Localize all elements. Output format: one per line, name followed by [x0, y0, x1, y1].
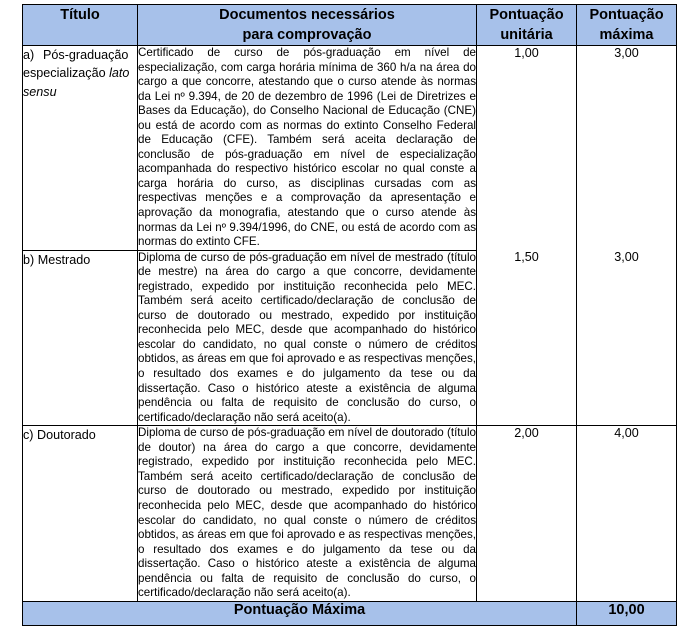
row-c-documentos — [138, 426, 477, 602]
table-total-row — [23, 601, 677, 625]
row-a-pontuacao-unitaria: 1,00 — [477, 46, 577, 251]
row-a-item-letter: a) — [23, 48, 35, 62]
table-row — [23, 46, 677, 251]
total-value: 10,00 — [577, 601, 677, 625]
table-row — [23, 426, 677, 602]
row-a-pontuacao-maxima: 3,00 — [577, 46, 677, 251]
column-header-titulo-line1: Título — [60, 7, 100, 23]
row-a-titulo-text: Pós-graduação especialização — [23, 48, 129, 81]
row-a-titulo-italic: lato sensu — [23, 66, 130, 99]
row-c-titulo-text: Doutorado — [37, 428, 96, 443]
table-header-row — [23, 5, 677, 46]
row-c-documentos-text: Diploma de curso de pós-graduação em nível de doutorado (título de doutor) na área do cargo a que concorre, devidamente registrado, expedido por instituição reconhecida pelo MEC. Também será aceito certificado/declaração de conclusão de curso de doutorado ou mestrado, expedido por instituição reconhecida pelo MEC, desde que acompanhado do histórico escolar do candidato, no qual conste o número de créditos obtidos, as áreas em que foi aprovado e as respectivas menções, o resultado dos exames e do julgamento da tese ou da dissertação. Caso o histórico ateste a existência de alguma pendência ou falta de requisito de conclusão do curso, o certificado/declaração não será aceito(a). — [138, 426, 476, 600]
row-b-titulo — [23, 250, 138, 426]
column-header-pontuacao-maxima-line1: Pontuação — [589, 7, 664, 23]
column-header-pontuacao-maxima — [577, 5, 677, 46]
column-header-pontuacao-unitaria-line2: unitária — [500, 27, 553, 43]
total-label: Pontuação Máxima — [23, 601, 577, 625]
row-a-documentos — [138, 46, 477, 251]
row-b-titulo-text: Mestrado — [37, 252, 91, 267]
row-b-documentos-text: Diploma de curso de pós-graduação em nível de mestrado (título de mestre) na área do cargo a que concorre, devidamente registrado, expedido por instituição reconhecida pelo MEC. Também será aceito certificado/declaração de conclusão de curso de doutorado ou mestrado, expedido por instituição reconhecida pelo MEC, desde que acompanhado do histórico escolar do candidato, no qual conste o número de créditos obtidos, as áreas em que foi aprovado e as respectivas menções, o resultado dos exames e do julgamento da tese ou da dissertação. Caso o histórico ateste a existência de alguma pendência ou falta de requisito de conclusão do curso, o certificado/declaração não será aceito(a). — [138, 250, 476, 424]
column-header-pontuacao-unitaria — [477, 5, 577, 46]
column-header-documentos-line1: Documentos necessários — [219, 7, 395, 23]
table-row — [23, 250, 677, 426]
row-c-pontuacao-unitaria: 2,00 — [477, 426, 577, 602]
row-c-item-letter: c) — [23, 428, 34, 443]
column-header-documentos-line2: para comprovação — [242, 27, 372, 43]
criteria-scoring-table — [22, 4, 677, 626]
row-b-item-letter: b) — [23, 252, 35, 267]
column-header-titulo — [23, 5, 138, 46]
column-header-documentos — [138, 5, 477, 46]
column-header-pontuacao-unitaria-line1: Pontuação — [489, 7, 564, 23]
column-header-pontuacao-maxima-line2: máxima — [599, 27, 654, 43]
row-a-titulo — [23, 46, 138, 251]
row-c-titulo — [23, 426, 138, 602]
row-b-documentos — [138, 250, 477, 426]
row-a-documentos-text: Certificado de curso de pós-graduação em nível de especialização, com carga horária mínima de 360 h/a na área do cargo a que concorre, atestando que o curso atende às normas da Lei nº 9.394, de 20 de dezembro de 1996 (Lei de Diretrizes e Bases da Educação), do Conselho Nacional de Educação (CNE) ou está de acordo com as normas do extinto Conselho Federal de Educação (CFE). Também será aceita declaração de conclusão de pós-graduação em nível de especialização acompanhada do respectivo histórico escolar no qual conste a carga horária do curso, as disciplinas cursadas com as respectivas menções e a comprovação da apresentação e aprovação da monografia, atestando que o curso atende às normas da Lei nº 9.394/1996, do CNE, ou está de acordo com as normas do extinto CFE. — [138, 46, 476, 249]
row-b-pontuacao-maxima: 3,00 — [577, 250, 677, 426]
row-b-pontuacao-unitaria: 1,50 — [477, 250, 577, 426]
row-c-pontuacao-maxima: 4,00 — [577, 426, 677, 602]
